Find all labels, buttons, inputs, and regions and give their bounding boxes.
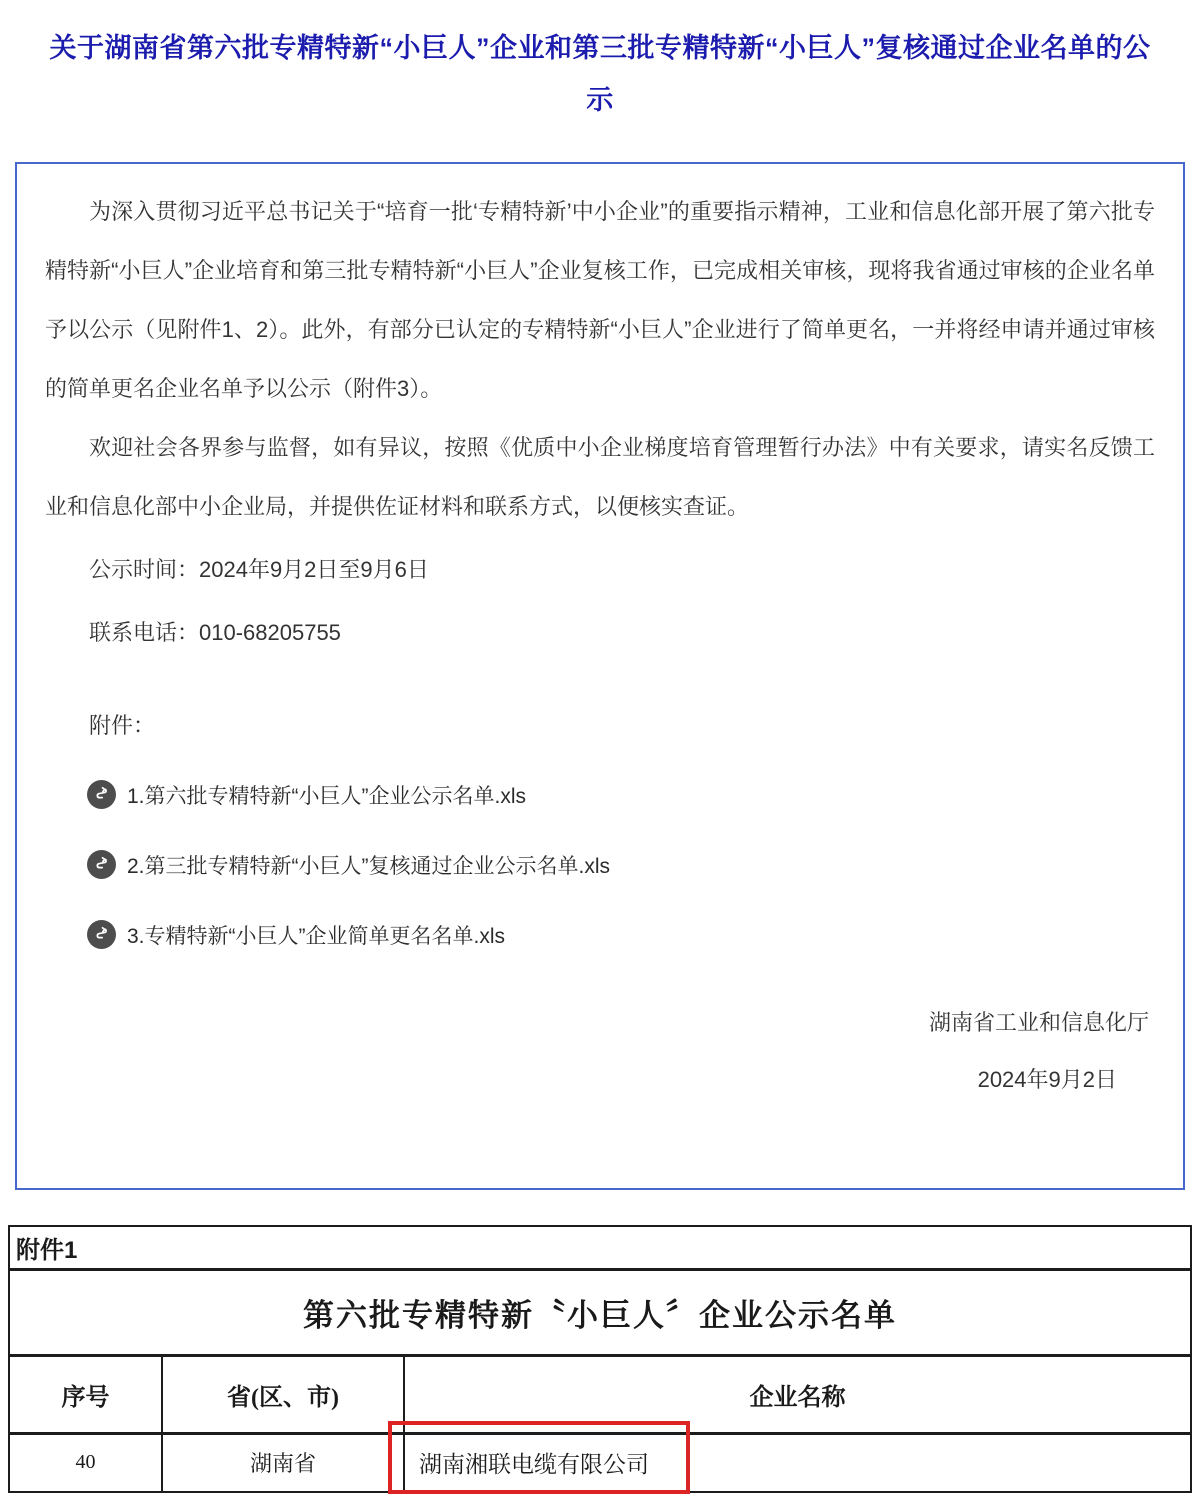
notice-paragraph-2: 欢迎社会各界参与监督，如有异议，按照《优质中小企业梯度培育管理暂行办法》中有关要求，请实名反馈工业和信息化部中小企业局，并提供佐证材料和联系方式，以便核实查证。 bbox=[45, 435, 1155, 519]
table-title-row bbox=[9, 1270, 1191, 1356]
table-header-row bbox=[9, 1356, 1191, 1434]
table-row bbox=[9, 1434, 1191, 1492]
attachment-icon bbox=[87, 920, 116, 949]
attachment-link-2[interactable] bbox=[87, 843, 1155, 886]
attachment-link-3[interactable] bbox=[87, 913, 1155, 956]
attachment-icon bbox=[87, 780, 116, 809]
notice-paragraph-1: 为深入贯彻习近平总书记关于“培育一批‘专精特新’中小企业”的重要指示精神，工业和信息化部开展了第六批专精特新“小巨人”企业培育和第三批专精特新“小巨人”企业复核工作，已完成相关审核，现将我省通过审核的企业名单予以公示（见附件1、2）。此外，有部分已认定的专精特新“小巨人”企业进行了简单更名，一并将经申请并通过审核的简单更名企业名单予以公示（附件3）。 bbox=[45, 199, 1155, 401]
attachment-link-label: 2.第三批专精特新“小巨人”复核通过企业公示名单.xls bbox=[127, 854, 610, 878]
table-tag: 附件1 bbox=[9, 1226, 1191, 1270]
attachment-link-label: 1.第六批专精特新“小巨人”企业公示名单.xls bbox=[127, 784, 526, 808]
attachment-link-1[interactable] bbox=[87, 773, 1155, 816]
row-province: 湖南省 bbox=[162, 1434, 404, 1492]
attachment-link-label: 3.专精特新“小巨人”企业简单更名名单.xls bbox=[127, 924, 505, 948]
attachment-icon bbox=[87, 850, 116, 879]
page-title: 关于湖南省第六批专精特新“小巨人”企业和第三批专精特新“小巨人”复核通过企业名单的公示 bbox=[49, 33, 1151, 115]
column-header-company: 企业名称 bbox=[404, 1356, 1191, 1434]
attachment1-table bbox=[8, 1225, 1192, 1493]
issue-date: 2024年9月2日 bbox=[977, 1067, 1117, 1092]
publicity-time: 公示时间：2024年9月2日至9月6日 bbox=[89, 557, 429, 582]
contact-phone: 联系电话：010-68205755 bbox=[89, 620, 341, 645]
attachments-label: 附件： bbox=[89, 713, 156, 738]
table-title: 第六批专精特新〝小巨人〞企业公示名单 bbox=[9, 1270, 1191, 1356]
issuer-signature: 湖南省工业和信息化厅 bbox=[928, 1010, 1149, 1035]
notice-box bbox=[15, 162, 1185, 1190]
row-no: 40 bbox=[9, 1434, 162, 1492]
column-header-no: 序号 bbox=[9, 1356, 162, 1434]
column-header-province: 省(区、市) bbox=[162, 1356, 404, 1434]
row-company: 湖南湘联电缆有限公司 bbox=[404, 1434, 1191, 1492]
table-tag-row bbox=[9, 1226, 1191, 1270]
